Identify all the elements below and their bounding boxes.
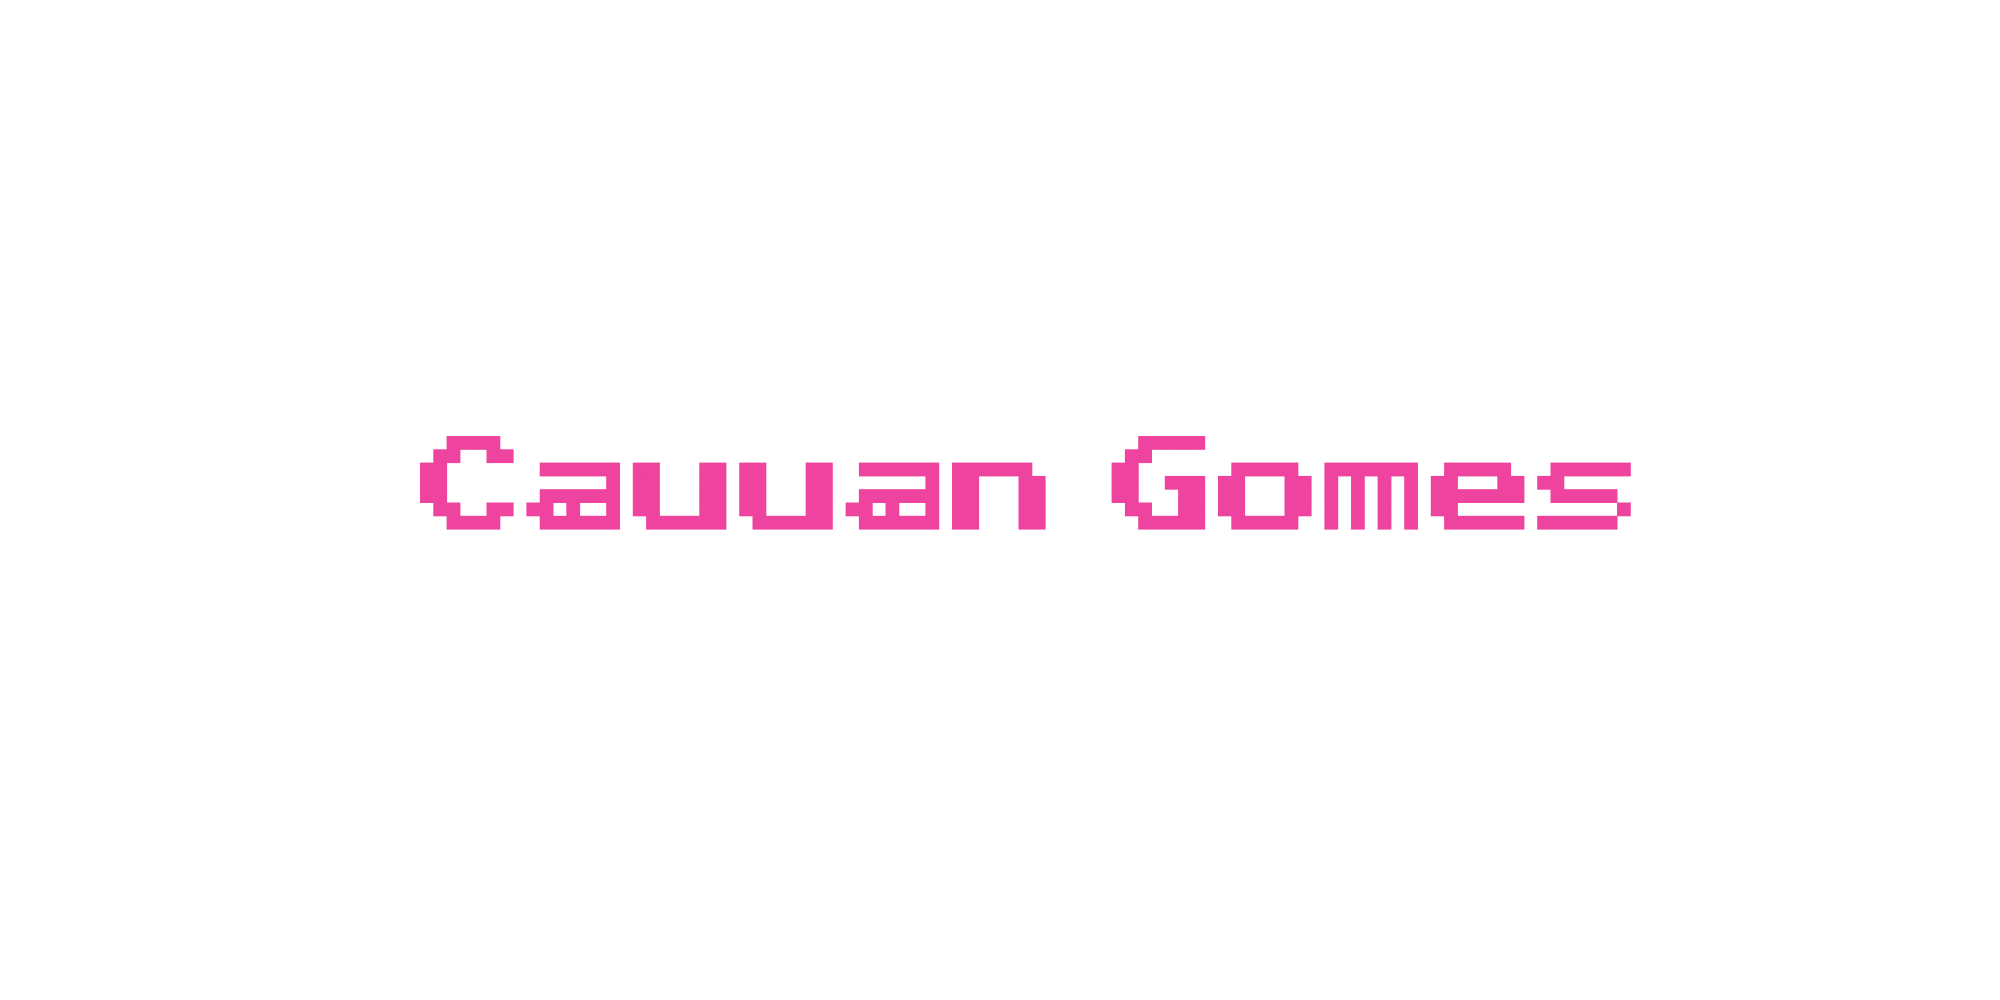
pixel <box>1444 476 1458 490</box>
pixel <box>753 463 767 477</box>
pixel <box>1324 463 1338 477</box>
pixel <box>1378 463 1392 477</box>
pixel <box>1218 503 1232 517</box>
pixel <box>673 516 687 530</box>
pixel <box>447 516 461 530</box>
pixel <box>580 463 594 477</box>
pixel <box>1178 476 1192 490</box>
pixel <box>473 436 487 450</box>
pixel <box>952 503 966 517</box>
pixel <box>1551 489 1565 503</box>
pixel <box>526 503 540 517</box>
pixel <box>540 516 554 530</box>
pixel <box>806 476 820 490</box>
pixel <box>487 436 501 450</box>
pixel <box>699 463 713 477</box>
pixel <box>713 463 727 477</box>
pixel <box>819 463 833 477</box>
pixel <box>1351 476 1365 490</box>
pixel <box>1431 503 1445 517</box>
pixel <box>1019 503 1033 517</box>
pixel <box>1590 516 1604 530</box>
glyph-g <box>1112 436 1206 530</box>
pixel <box>1165 476 1179 490</box>
pixel <box>1457 463 1471 477</box>
pixel <box>739 489 753 503</box>
pixel <box>872 463 886 477</box>
pixel <box>606 516 620 530</box>
pixel <box>872 516 886 530</box>
pixel <box>1125 489 1139 503</box>
pixel <box>1191 476 1205 490</box>
glyph-m <box>1324 463 1418 530</box>
pixel <box>1324 489 1338 503</box>
glyph-u <box>739 463 833 530</box>
pixel <box>859 516 873 530</box>
pixel <box>792 516 806 530</box>
pixel <box>1258 516 1272 530</box>
pixel <box>1165 516 1179 530</box>
pixel <box>1324 503 1338 517</box>
pixel <box>1537 476 1551 490</box>
pixel <box>1551 463 1565 477</box>
pixel <box>1285 463 1299 477</box>
pixel <box>1577 489 1591 503</box>
glyph-c <box>420 436 514 530</box>
pixel <box>1404 516 1418 530</box>
pixel <box>1019 463 1033 477</box>
pixel <box>659 516 673 530</box>
pixel <box>1471 463 1485 477</box>
pixel <box>566 463 580 477</box>
pixel <box>1577 463 1591 477</box>
pixel <box>1564 516 1578 530</box>
pixel <box>806 489 820 503</box>
pixel <box>1285 489 1299 503</box>
pixel <box>699 516 713 530</box>
pixel <box>447 436 461 450</box>
pixel <box>1604 489 1618 503</box>
pixel <box>925 516 939 530</box>
pixel <box>1271 463 1285 477</box>
pixel <box>633 503 647 517</box>
pixel <box>1378 489 1392 503</box>
pixel <box>500 503 514 517</box>
pixel <box>487 503 501 517</box>
pixel <box>1019 516 1033 530</box>
pixel <box>606 489 620 503</box>
pixel <box>952 463 966 477</box>
pixel <box>1551 516 1565 530</box>
pixel <box>1537 516 1551 530</box>
pixel <box>566 516 580 530</box>
pixel <box>713 503 727 517</box>
pixel <box>420 489 434 503</box>
pixel <box>1617 503 1631 517</box>
pixel <box>566 489 580 503</box>
pixel <box>1404 503 1418 517</box>
pixel <box>1431 476 1445 490</box>
pixel <box>1338 463 1352 477</box>
pixel <box>433 476 447 490</box>
glyph-a <box>526 463 620 530</box>
pixel <box>1285 503 1299 517</box>
pixel <box>1604 516 1618 530</box>
pixel <box>886 489 900 503</box>
pixel <box>1617 463 1631 477</box>
pixel <box>646 503 660 517</box>
pixel <box>912 516 926 530</box>
pixel <box>1125 503 1139 517</box>
pixel <box>1178 516 1192 530</box>
pixel <box>1484 489 1498 503</box>
pixel <box>859 503 873 517</box>
pixel <box>1178 503 1192 517</box>
pixel <box>1444 516 1458 530</box>
pixel <box>1497 476 1511 490</box>
pixel <box>965 503 979 517</box>
pixel <box>806 463 820 477</box>
pixel <box>553 489 567 503</box>
pixel <box>1324 476 1338 490</box>
pixel <box>979 463 993 477</box>
pixel <box>553 516 567 530</box>
pixel <box>487 449 501 463</box>
pixel <box>1125 449 1139 463</box>
pixel <box>433 463 447 477</box>
pixel <box>1271 516 1285 530</box>
pixel <box>739 463 753 477</box>
glyph-a <box>846 463 940 530</box>
pixel <box>1178 489 1192 503</box>
pixel <box>1231 516 1245 530</box>
pixel <box>433 503 447 517</box>
pixel <box>1457 489 1471 503</box>
pixel <box>1138 449 1152 463</box>
pixel <box>420 463 434 477</box>
pixel <box>433 449 447 463</box>
pixel <box>1391 463 1405 477</box>
pixel <box>1138 516 1152 530</box>
pixel <box>713 489 727 503</box>
pixel <box>1484 463 1498 477</box>
pixel <box>1404 463 1418 477</box>
pixel <box>487 516 501 530</box>
pixel <box>1431 489 1445 503</box>
pixel <box>606 476 620 490</box>
pixel <box>473 516 487 530</box>
pixel <box>912 489 926 503</box>
pixel <box>1457 516 1471 530</box>
pixel <box>1032 516 1046 530</box>
pixel <box>872 489 886 503</box>
pixel <box>1032 476 1046 490</box>
pixel <box>606 503 620 517</box>
pixel <box>1324 516 1338 530</box>
pixel <box>819 489 833 503</box>
pixel <box>1285 516 1299 530</box>
pixel <box>699 476 713 490</box>
pixel <box>593 463 607 477</box>
pixel <box>912 463 926 477</box>
pixel <box>779 516 793 530</box>
pixel <box>1032 489 1046 503</box>
pixel <box>753 516 767 530</box>
glyph-o <box>1218 463 1312 530</box>
pixel <box>739 503 753 517</box>
pixel <box>1298 489 1312 503</box>
pixel <box>633 463 647 477</box>
pixel <box>1471 516 1485 530</box>
pixel <box>646 463 660 477</box>
pixel <box>992 463 1006 477</box>
pixel <box>899 516 913 530</box>
pixel <box>1112 489 1126 503</box>
pixel <box>1231 476 1245 490</box>
pixel <box>447 503 461 517</box>
pixel <box>1351 503 1365 517</box>
pixel <box>952 489 966 503</box>
pixel <box>1152 516 1166 530</box>
pixel <box>899 463 913 477</box>
pixel <box>965 516 979 530</box>
pixel <box>1191 503 1205 517</box>
pixel <box>1564 489 1578 503</box>
pixel <box>1191 436 1205 450</box>
pixel <box>1364 463 1378 477</box>
pixel <box>686 516 700 530</box>
pixel <box>1444 489 1458 503</box>
pixel <box>1444 463 1458 477</box>
pixel <box>753 503 767 517</box>
pixel <box>1564 463 1578 477</box>
pixel <box>952 516 966 530</box>
pixel <box>1245 463 1259 477</box>
pixel <box>1152 436 1166 450</box>
pixel <box>846 503 860 517</box>
pixel <box>540 489 554 503</box>
pixel <box>1125 476 1139 490</box>
pixel <box>965 489 979 503</box>
pixel <box>925 503 939 517</box>
pixel <box>1218 476 1232 490</box>
pixel <box>699 489 713 503</box>
pixel <box>420 476 434 490</box>
pixel <box>1604 463 1618 477</box>
pixel <box>952 476 966 490</box>
pixel <box>1484 516 1498 530</box>
pixel <box>553 463 567 477</box>
glyph-e <box>1431 463 1525 530</box>
pixel <box>1590 489 1604 503</box>
pixel <box>1404 489 1418 503</box>
pixel <box>646 516 660 530</box>
pixel <box>753 489 767 503</box>
pixel <box>886 463 900 477</box>
pixel <box>1577 516 1591 530</box>
pixel <box>1444 503 1458 517</box>
pixel <box>1019 476 1033 490</box>
pixel <box>566 503 580 517</box>
pixel <box>1138 503 1152 517</box>
pixel <box>606 463 620 477</box>
pixel <box>633 476 647 490</box>
pixel <box>1165 436 1179 450</box>
pixel <box>460 516 474 530</box>
pixel <box>646 489 660 503</box>
pixel <box>925 489 939 503</box>
pixel <box>1178 436 1192 450</box>
pixel <box>819 476 833 490</box>
pixel <box>1218 489 1232 503</box>
pixel <box>859 489 873 503</box>
pixel <box>886 516 900 530</box>
pixel <box>447 449 461 463</box>
pixel <box>806 516 820 530</box>
pixel <box>1351 489 1365 503</box>
pixel <box>460 436 474 450</box>
pixel <box>1005 463 1019 477</box>
pixel <box>713 516 727 530</box>
pixel <box>1551 476 1565 490</box>
pixel <box>1511 476 1525 490</box>
pixel <box>580 516 594 530</box>
pixel <box>1351 516 1365 530</box>
pixel <box>1231 489 1245 503</box>
pixel <box>1378 503 1392 517</box>
pixel <box>1298 476 1312 490</box>
pixel <box>739 476 753 490</box>
pixel <box>1125 463 1139 477</box>
pixel <box>1471 489 1485 503</box>
pixel <box>1019 489 1033 503</box>
pixel <box>1590 463 1604 477</box>
pixel <box>965 463 979 477</box>
glyph-n <box>952 463 1046 530</box>
pixel <box>1285 476 1299 490</box>
pixel <box>859 463 873 477</box>
pixel <box>1032 503 1046 517</box>
pixel <box>1511 516 1525 530</box>
pixel <box>1191 489 1205 503</box>
pixel <box>1298 503 1312 517</box>
pixel <box>593 516 607 530</box>
pixel <box>1378 476 1392 490</box>
pixel <box>580 489 594 503</box>
pixel <box>1258 463 1272 477</box>
pixel <box>433 489 447 503</box>
pixel <box>1497 489 1511 503</box>
pixel <box>1404 476 1418 490</box>
pixel <box>899 489 913 503</box>
pixel <box>1245 516 1259 530</box>
pixel <box>819 503 833 517</box>
pixel <box>500 449 514 463</box>
pixel <box>886 503 900 517</box>
pixel <box>925 463 939 477</box>
pixel <box>1231 503 1245 517</box>
pixel <box>819 516 833 530</box>
glyph-s <box>1537 463 1631 530</box>
pixel <box>713 476 727 490</box>
pixel <box>965 476 979 490</box>
glyph-v <box>633 463 727 530</box>
pixel <box>646 476 660 490</box>
pixel <box>633 489 647 503</box>
pixel <box>699 503 713 517</box>
pixel <box>593 489 607 503</box>
pixel <box>925 476 939 490</box>
pixel <box>1497 463 1511 477</box>
pixel <box>1112 463 1126 477</box>
pixel <box>1191 516 1205 530</box>
pixel <box>1112 476 1126 490</box>
pixel <box>753 476 767 490</box>
pixel <box>540 463 554 477</box>
pixel <box>1497 516 1511 530</box>
pixel <box>806 503 820 517</box>
pixel <box>1138 436 1152 450</box>
pixel <box>1511 489 1525 503</box>
pixel <box>1378 516 1392 530</box>
pixel <box>1231 463 1245 477</box>
pixel <box>1351 463 1365 477</box>
pixel <box>766 516 780 530</box>
pixel <box>540 503 554 517</box>
